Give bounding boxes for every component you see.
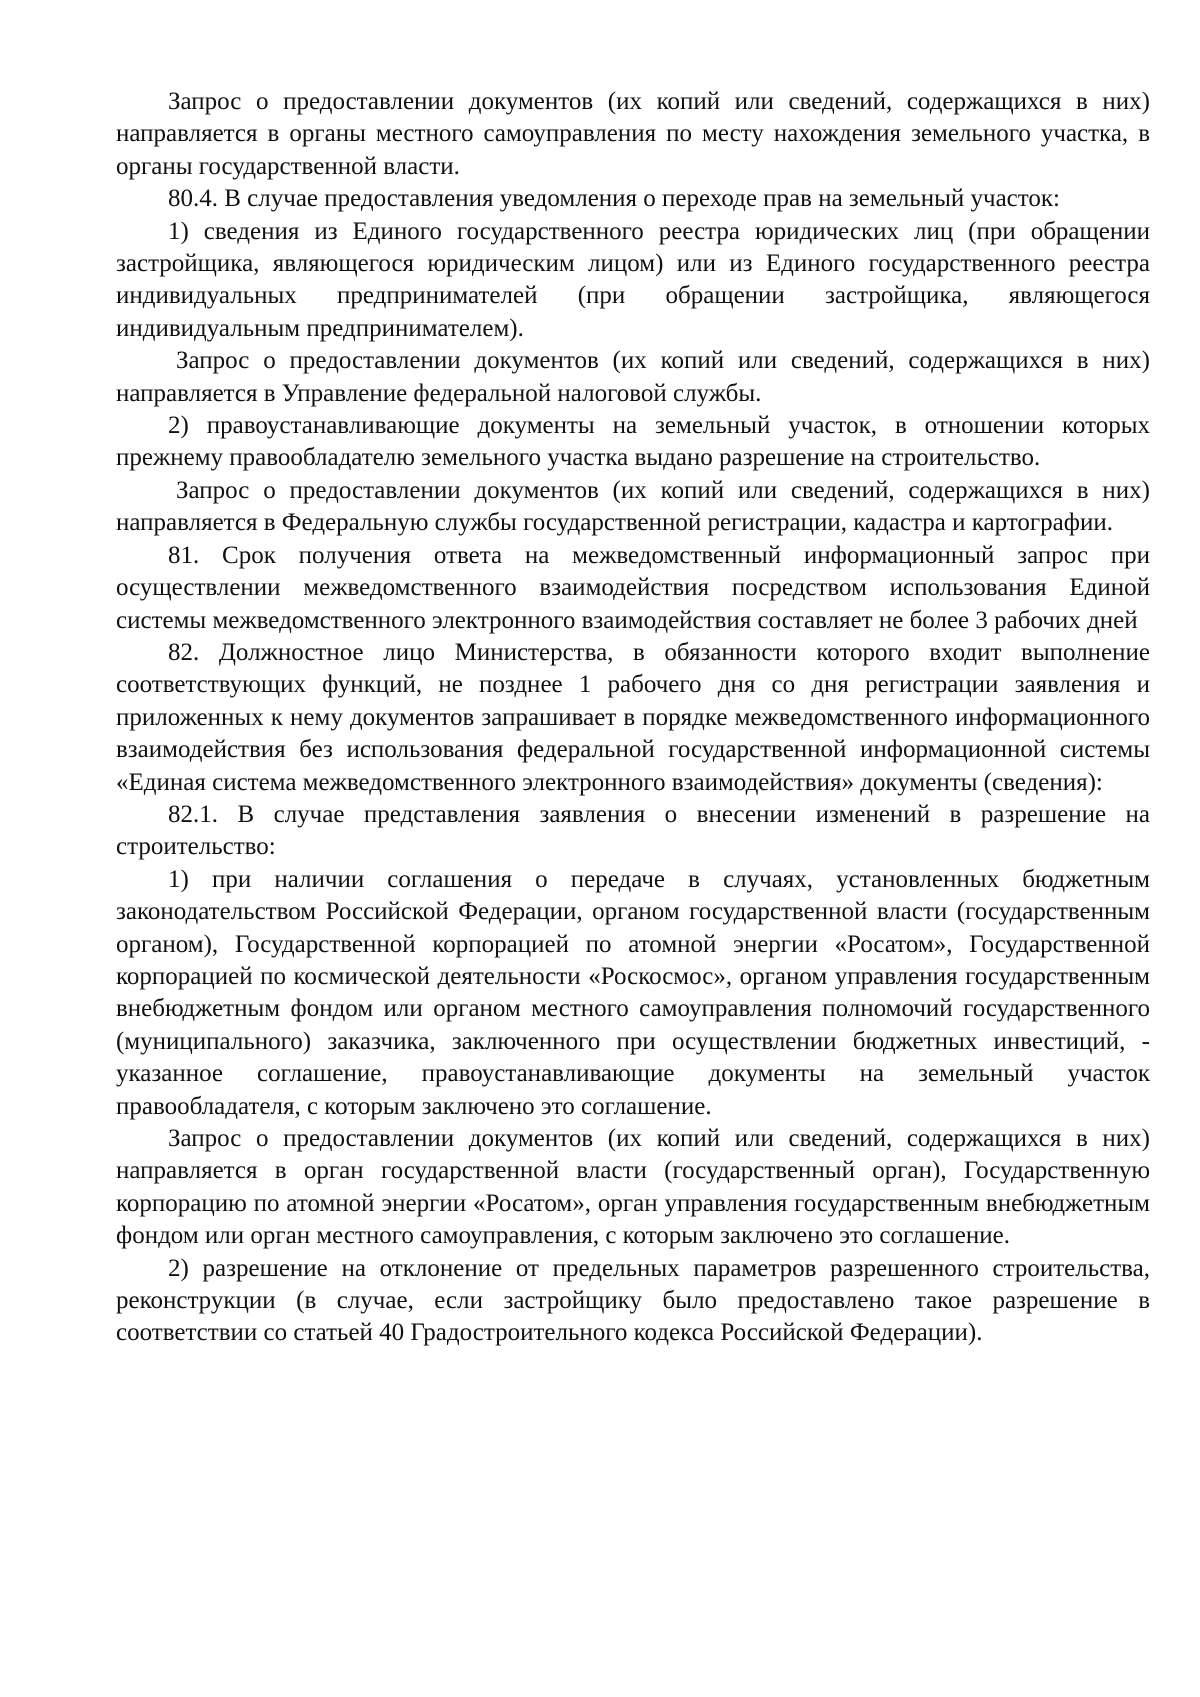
paragraph-82-1-item-1: 1) при наличии соглашения о передаче в случаях, установленных бюджетным законодательством Российской Федерации, органом государственной власти (государственным органом), Государственной корпорацией по атомной энергии «Росатом», Государственной корпорацией по космической деятельности «Роскосмос», органом управления государственным внебюджетным фондом или органом местного самоуправления полномочий государственного (муниципального) заказчика, заключенного при осуществлении бюджетных инвестиций, - указанное соглашение, правоустанавливающие документы на земельный участок правообладателя, с которым заключено это соглашение. bbox=[116, 865, 1150, 1120]
paragraph-80-4: 80.4. В случае предоставления уведомления о переходе прав на земельный участок: bbox=[168, 185, 1060, 213]
paragraph-81: 81. Срок получения ответа на межведомственный информационный запрос при осуществлении межведомственного взаимодействия посредством использования Единой системы межведомственного электронного взаимодействия составляет не более 3 рабочих дней bbox=[116, 541, 1150, 634]
paragraph-80-4-item-1: 1) сведения из Единого государственного реестра юридических лиц (при обращении застройщика, являющегося юридическим лицом) или из Единого государственного реестра индивидуальных предпринимателей (при обращении застройщика, являющегося индивидуальным предпринимателем). bbox=[116, 217, 1150, 342]
paragraph-request-local-government: Запрос о предоставлении документов (их копий или сведений, содержащихся в них) направляется в органы местного самоуправления по месту нахождения земельного участка, в органы государственной власти. bbox=[116, 88, 1150, 180]
paragraph-request-registration-service: Запрос о предоставлении документов (их копий или сведений, содержащихся в них) направляется в Федеральную службы государственной регистрации, кадастра и картографии. bbox=[116, 476, 1150, 537]
document-body bbox=[116, 86, 1150, 1350]
paragraph-request-state-authority: Запрос о предоставлении документов (их копий или сведений, содержащихся в них) направляется в орган государственной власти (государственный орган), Государственную корпорацию по атомной энергии «Росатом», орган управления государственным внебюджетным фондом или орган местного самоуправления, с которым заключено это соглашение. bbox=[116, 1125, 1150, 1250]
paragraph-request-tax-service: Запрос о предоставлении документов (их копий или сведений, содержащихся в них) направляется в Управление федеральной налоговой службы. bbox=[116, 347, 1150, 407]
paragraph-82-1: 82.1. В случае представления заявления о внесении изменений в разрешение на строительство: bbox=[116, 800, 1150, 861]
paragraph-82: 82. Должностное лицо Министерства, в обязанности которого входит выполнение соответствующих функций, не позднее 1 рабочего дня со дня регистрации заявления и приложенных к нему документов запрашивает в порядке межведомственного информационного взаимодействия без использования федеральной государственной информационной системы «Единая система межведомственного электронного взаимодействия» документы (сведения): bbox=[116, 638, 1150, 796]
paragraph-82-1-item-2: 2) разрешение на отклонение от предельных параметров разрешенного строительства, реконструкции (в случае, если застройщику было предоставлено такое разрешение в соответствии со статьей 40 Градостроительного кодекса Российской Федерации). bbox=[116, 1254, 1150, 1347]
paragraph-80-4-item-2: 2) правоустанавливающие документы на земельный участок, в отношении которых прежнему правообладателю земельного участка выдано разрешение на строительство. bbox=[116, 412, 1150, 472]
